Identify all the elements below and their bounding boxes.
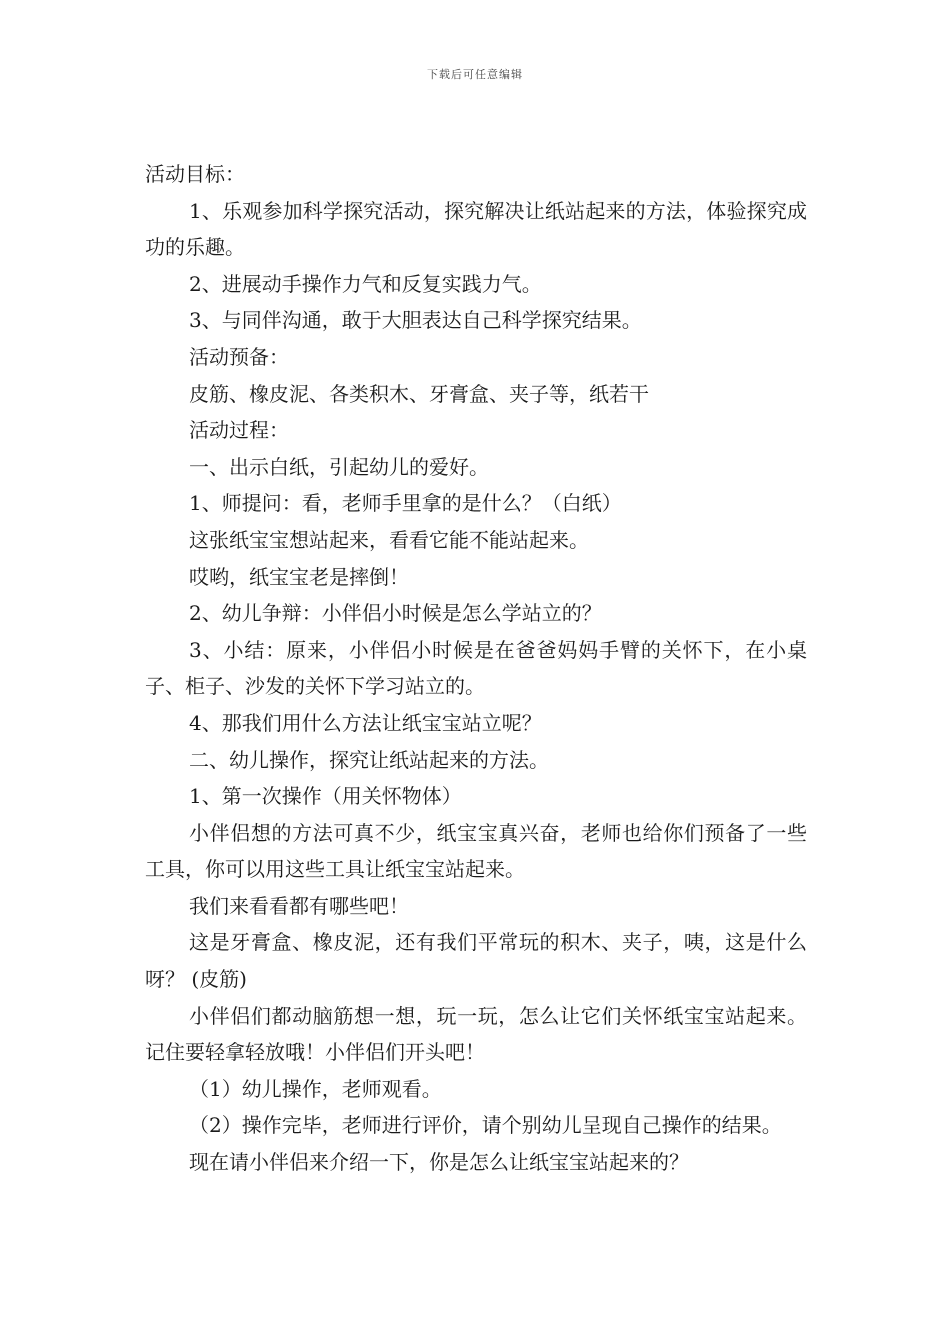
heading-activity-process: 活动过程： <box>189 418 289 443</box>
paragraph-think-play: 小伴侣们都动脑筋想一想，玩一玩，怎么让它们关怀纸宝宝站起来。记住要轻拿轻放哦！小伴侣们开头吧！ <box>145 1003 807 1065</box>
document-body <box>145 156 807 1181</box>
paragraph-question: 1、师提问：看，老师手里拿的是什么？（白纸） <box>189 491 622 516</box>
paragraph-section-1: 一、出示白纸，引起幼儿的爱好。 <box>189 454 489 479</box>
paragraph-introduce: 现在请小伴侣来介绍一下，你是怎么让纸宝宝站起来的？ <box>189 1150 689 1175</box>
paragraph-section-2: 二、幼儿操作，探究让纸站起来的方法。 <box>189 747 549 772</box>
paragraph-paper-falls: 哎哟，纸宝宝老是摔倒！ <box>189 564 409 589</box>
paragraph-tools-list: 这是牙膏盒、橡皮泥，还有我们平常玩的积木、夹子，咦，这是什么呀？ (皮筋) <box>145 930 807 992</box>
paragraph-first-operation: 1、第一次操作（用关怀物体） <box>189 784 462 809</box>
paragraph-tools-intro: 小伴侣想的方法可真不少，纸宝宝真兴奋，老师也给你们预备了一些工具，你可以用这些工具让纸宝宝站起来。 <box>145 820 807 882</box>
paragraph-method-question: 4、那我们用什么方法让纸宝宝站立呢？ <box>189 710 542 735</box>
paragraph-step-1: （1）幼儿操作，老师观看。 <box>189 1076 442 1101</box>
paragraph-goal-1: 1、乐观参加科学探究活动，探究解决让纸站起来的方法，体验探究成功的乐趣。 <box>145 198 807 260</box>
paragraph-goal-2: 2、进展动手操作力气和反复实践力气。 <box>189 271 542 296</box>
paragraph-lets-see: 我们来看看都有哪些吧！ <box>189 893 409 918</box>
paragraph-step-2: （2）操作完毕，老师进行评价，请个别幼儿呈现自己操作的结果。 <box>189 1113 782 1138</box>
paragraph-discussion: 2、幼儿争辩：小伴侣小时候是怎么学站立的？ <box>189 601 602 626</box>
heading-activity-goals: 活动目标： <box>145 162 245 186</box>
paragraph-summary: 3、小结：原来，小伴侣小时候是在爸爸妈妈手臂的关怀下，在小桌子、柜子、沙发的关怀下学习站立的。 <box>145 637 807 699</box>
heading-activity-preparation: 活动预备： <box>189 344 289 369</box>
paragraph-paper-stand: 这张纸宝宝想站起来，看看它能不能站起来。 <box>189 527 589 552</box>
page-header: 下载后可任意编辑 <box>427 68 523 81</box>
paragraph-materials: 皮筋、橡皮泥、各类积木、牙膏盒、夹子等，纸若干 <box>189 381 649 406</box>
paragraph-goal-3: 3、与同伴沟通，敢于大胆表达自己科学探究结果。 <box>189 308 642 333</box>
